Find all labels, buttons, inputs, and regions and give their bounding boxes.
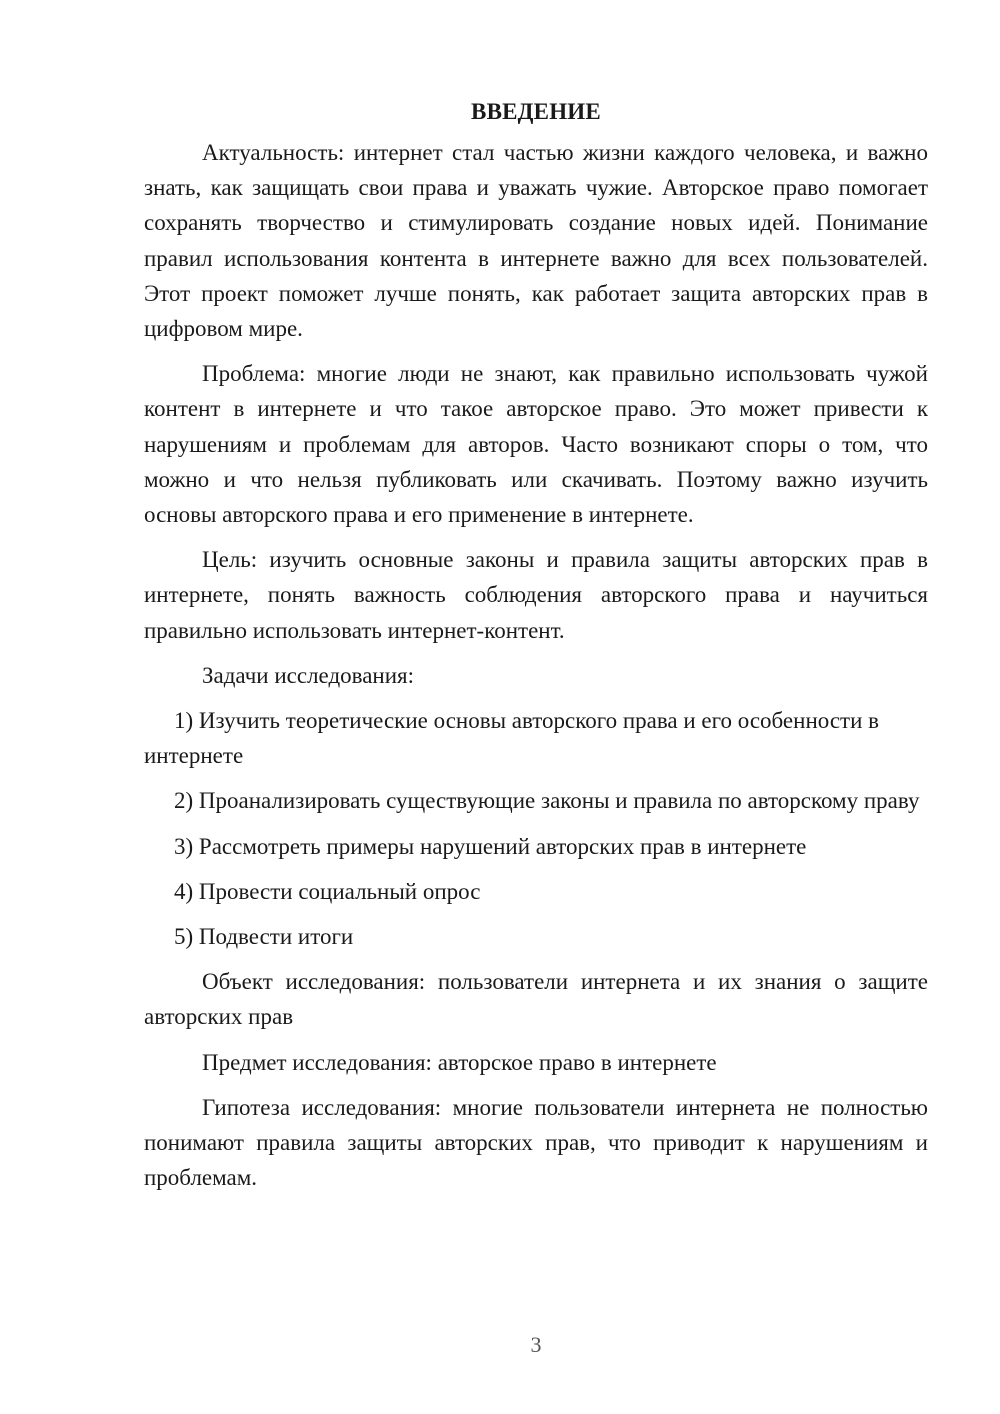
paragraph-goal: Цель: изучить основные законы и правила защиты авторских прав в интернете, понять важность соблюдения авторского права и научиться правильно использовать интернет-контент. xyxy=(144,547,928,643)
task-item-1: 1) Изучить теоретические основы авторского права и его особенности в интернете xyxy=(144,708,880,769)
paragraph-subject: Предмет исследования: авторское право в интернете xyxy=(202,1049,717,1075)
task-item-4: 4) Провести социальный опрос xyxy=(174,878,481,904)
paragraph-hypothesis: Гипотеза исследования: многие пользователи интернета не полностью понимают правила защиты авторских прав, что приводит к нарушениям и проблемам. xyxy=(144,1094,928,1191)
task-item-2: 2) Проанализировать существующие законы и правила по авторскому праву xyxy=(174,788,920,814)
paragraph-relevance: Актуальность: интернет стал частью жизни каждого человека, и важно знать, как защищать свои права и уважать чужие. Авторское право помогает сохранять творчество и стимулировать создание новых идей. Понимание правил использования контента в интернете важно для всех пользователей. Этот проект поможет лучше понять, как работает защита авторских прав в цифровом мире. xyxy=(144,140,928,342)
task-item-3: 3) Рассмотреть примеры нарушений авторских прав в интернете xyxy=(174,833,807,859)
tasks-heading: Задачи исследования: xyxy=(202,662,415,688)
paragraph-problem: Проблема: многие люди не знают, как правильно использовать чужой контент в интернете и что такое авторское право. Это может привести к нарушениям и проблемам для авторов. Часто возникают споры о том, что можно и что нельзя публиковать или скачивать. Поэтому важно изучить основы авторского права и его применение в интернете. xyxy=(144,361,928,528)
page-title: ВВЕДЕНИЕ xyxy=(471,99,601,124)
paragraph-object: Объект исследования: пользователи интернета и их знания о защите авторских прав xyxy=(144,969,928,1030)
page-number: 3 xyxy=(530,1332,542,1357)
task-item-5: 5) Подвести итоги xyxy=(174,924,354,950)
page-content xyxy=(144,94,928,1205)
